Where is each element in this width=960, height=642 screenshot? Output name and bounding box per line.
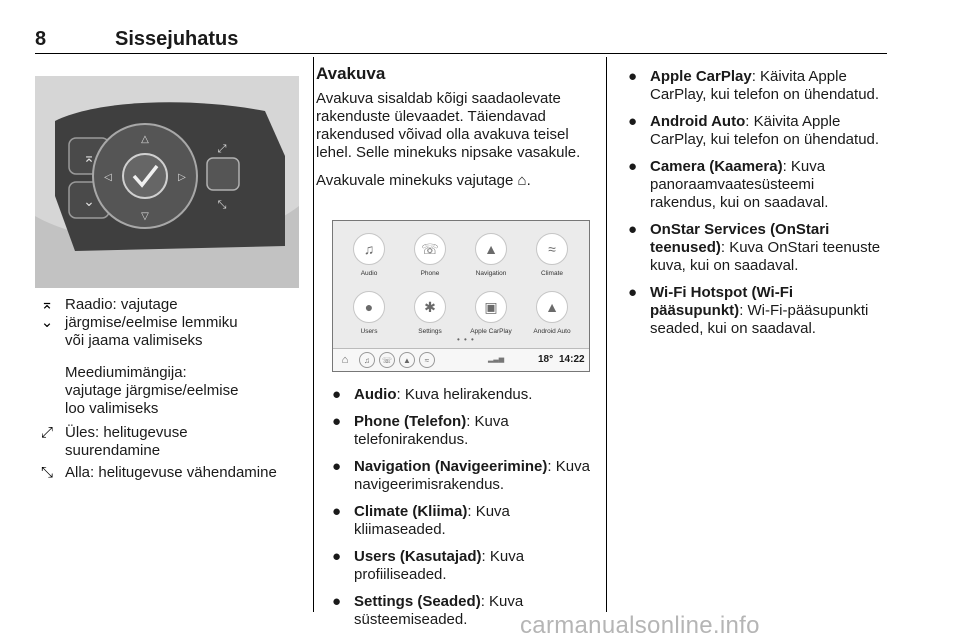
list-item: ● OnStar Services (OnStari teenused): Kuva OnStari teenuste kuva, kui on saadaval. — [628, 221, 881, 274]
watermark: carmanualsonline.info — [520, 612, 760, 639]
android-auto-app-icon: ▲ — [536, 291, 568, 323]
carplay-app-icon: ▣ — [475, 291, 507, 323]
section-title: Avakuva — [316, 64, 386, 83]
home-instruction: Avakuvale minekuks vajutage ⌂. — [316, 172, 531, 189]
svg-text:△: △ — [141, 134, 149, 145]
volume-up-icon: ⤢ — [40, 424, 53, 441]
app-list-right — [628, 68, 884, 347]
app-navigation: ▲ Navigation — [461, 233, 521, 277]
navigation-shortcut-icon: ▲ — [399, 352, 415, 368]
page-title: Sissejuhatus — [115, 28, 239, 50]
phone-shortcut-icon: ☏ — [379, 352, 395, 368]
audio-app-icon: ♫ — [353, 233, 385, 265]
seek-up-icon: ⌅ — [40, 296, 54, 313]
seek-down-icon: ⌄ — [40, 314, 54, 331]
intro-paragraph: Avakuva sisaldab kõigi saadaolevate rakenduste ülevaadet. Täiendavad rakendused võivad olla avakuva teisel lehel. Selle minekuks nipsake vasakule. — [316, 90, 581, 161]
climate-shortcut-icon: ≈ — [419, 352, 435, 368]
signal-icon: ▂▃▅ — [488, 356, 505, 363]
app-climate: ≈ Climate — [522, 233, 582, 277]
list-item: ● Settings (Seaded): Kuva süsteemiseaded. — [332, 593, 524, 628]
list-item: ● Users (Kasutajad): Kuva profiiliseaded. — [332, 548, 525, 583]
home-screen-image — [332, 220, 590, 372]
phone-app-icon: ☏ — [414, 233, 446, 265]
svg-text:▷: ▷ — [178, 172, 186, 183]
svg-text:◁: ◁ — [104, 172, 112, 183]
list-item: ● Camera (Kaamera): Kuva panoraamvaatesüsteemi rakendus, kui on saadaval. — [628, 158, 829, 211]
page-indicator: • • • — [457, 335, 475, 344]
svg-text:⤢: ⤢ — [217, 142, 227, 155]
app-users: ● Users — [339, 291, 399, 335]
app-phone: ☏ Phone — [400, 233, 460, 277]
climate-app-icon: ≈ — [536, 233, 568, 265]
status-bar — [333, 348, 589, 371]
svg-text:▽: ▽ — [141, 211, 149, 222]
app-audio: ♫ Audio — [339, 233, 399, 277]
list-item: ● Audio: Kuva helirakendus. — [332, 386, 533, 403]
users-app-icon: ● — [353, 291, 385, 323]
clock-readout: 14:22 — [559, 354, 585, 365]
page-header — [35, 28, 887, 54]
volume-down-icon: ⤡ — [40, 464, 53, 481]
app-carplay: ▣ Apple CarPlay — [461, 291, 521, 335]
app-list-middle — [332, 386, 602, 638]
home-screen-section — [316, 64, 598, 200]
steering-wheel-controls-image — [35, 76, 299, 288]
list-item: ● Android Auto: Käivita Apple CarPlay, kui telefon on ühendatud. — [628, 113, 880, 148]
list-item: ● Wi-Fi Hotspot (Wi-Fi pääsupunkt): Wi-Fi-pääsupunkti seaded, kui on saadaval. — [628, 284, 869, 337]
svg-text:⌄: ⌄ — [83, 194, 95, 210]
svg-text:⌅: ⌅ — [83, 150, 95, 166]
svg-text:⤡: ⤡ — [217, 198, 227, 211]
audio-shortcut-icon: ♫ — [359, 352, 375, 368]
page-number: 8 — [35, 28, 47, 50]
settings-app-icon: ✱ — [414, 291, 446, 323]
list-item: ● Phone (Telefon): Kuva telefonirakendus. — [332, 413, 509, 448]
list-item: ● Apple CarPlay: Käivita Apple CarPlay, kui telefon on ühendatud. — [628, 68, 880, 103]
temperature-readout: 18° — [538, 354, 554, 365]
app-android-auto: ▲ Android Auto — [522, 291, 582, 335]
list-item: ● Climate (Kliima): Kuva kliimaseaded. — [332, 503, 510, 538]
column-divider-right — [606, 57, 607, 612]
app-settings: ✱ Settings — [400, 291, 460, 335]
home-icon: ⌂ — [341, 354, 349, 366]
list-item: ● Navigation (Navigeerimine): Kuva navigeerimisrakendus. — [332, 458, 590, 493]
navigation-app-icon: ▲ — [475, 233, 507, 265]
